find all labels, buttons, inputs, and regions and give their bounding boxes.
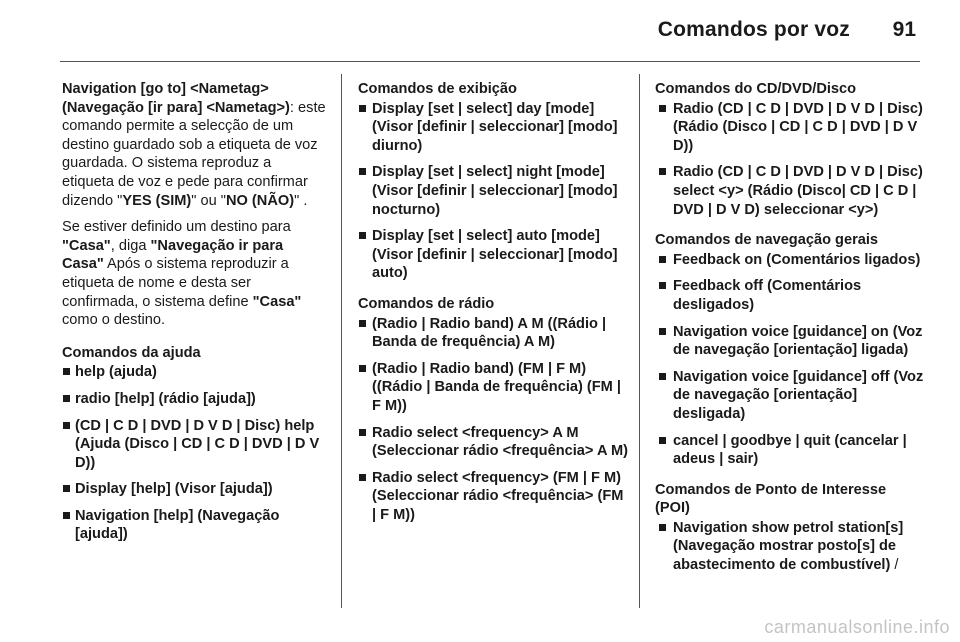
list-item: (Radio | Radio band) A M ((Rádio | Banda de frequência) A M)	[358, 315, 628, 352]
section-title: Comandos de Ponto de Interesse (POI)	[655, 481, 887, 517]
list-item: Display [set | select] day [mode] (Visor [definir | seleccionar] [modo] diurno)	[358, 100, 628, 156]
list-item: Display [set | select] auto [mode] (Visor [definir | seleccionar] [modo] auto)	[358, 227, 628, 283]
page-number: 91	[892, 18, 916, 41]
list-item	[655, 519, 925, 575]
column-2	[358, 80, 628, 536]
cd-list	[655, 100, 925, 220]
page-header	[0, 0, 960, 62]
poi-item-suffix: /	[890, 557, 899, 574]
section-title: Comandos da ajuda	[62, 344, 201, 361]
list-item: Radio select <frequency> (FM | F M) (Seleccionar rádio <frequência> (FM | F M))	[358, 469, 628, 525]
list-item: Radio (CD | C D | DVD | D V D | Disc) select <y> (Rádio (Disco| CD | C D | DVD | D V D) seleccionar <y>)	[655, 163, 925, 219]
casa-term: "Casa"	[62, 237, 111, 254]
poi-list	[655, 519, 925, 575]
poi-item-text: Navigation show petrol station[s] (Navegação mostrar posto[s] de abastecimento de combustível)	[673, 519, 904, 574]
nametag-paragraph	[62, 80, 326, 210]
nametag-command: Navigation [go to] <Nametag> (Navegação [ir para] <Nametag>)	[62, 81, 290, 116]
column-divider-2	[639, 74, 640, 608]
list-item: Feedback off (Comentários desligados)	[655, 277, 925, 314]
nav-section	[655, 231, 925, 469]
help-list	[62, 363, 326, 544]
casa-term: "Casa"	[252, 293, 302, 310]
home-paragraph	[62, 218, 326, 330]
list-item: Navigation [help] (Navegação [ajuda])	[62, 507, 326, 544]
list-item: radio [help] (rádio [ajuda])	[62, 390, 326, 409]
section-title: Comandos do CD/DVD/Disco	[655, 81, 857, 97]
display-list	[358, 100, 628, 283]
text-run: , diga	[110, 237, 151, 254]
text-run: " .	[294, 192, 308, 209]
header-divider	[60, 61, 920, 62]
list-item: Display [help] (Visor [ajuda])	[62, 480, 326, 499]
list-item: cancel | goodbye | quit (cancelar | adeus | sair)	[655, 432, 925, 469]
section-title: Comandos de navegação gerais	[655, 232, 879, 249]
text-run: como o destino.	[62, 312, 166, 329]
list-item: Navigation voice [guidance] on (Voz de navegação [orientação] ligada)	[655, 323, 925, 360]
section-title: Comandos de exibição	[358, 81, 517, 97]
text-run: Se estiver definido um destino para	[62, 219, 291, 236]
nav-list	[655, 251, 925, 469]
list-item: Navigation voice [guidance] off (Voz de navegação [orientação] desligada)	[655, 368, 925, 424]
list-item: (CD | C D | DVD | D V D | Disc) help (Ajuda (Disco | CD | C D | DVD | D V D))	[62, 417, 326, 473]
text-run: " ou "	[191, 192, 226, 209]
list-item: Radio select <frequency> A M (Seleccionar rádio <frequência> A M)	[358, 424, 628, 461]
page-title: Comandos por voz	[657, 18, 850, 41]
text-run: Após o sistema reproduzir a etiqueta de nome e desta ser confirmada, o sistema define	[62, 256, 289, 310]
radio-section	[358, 295, 628, 525]
column-1	[62, 80, 326, 556]
list-item: (Radio | Radio band) (FM | F M) ((Rádio | Banda de frequência) (FM | F M))	[358, 360, 628, 416]
section-title: Comandos de rádio	[358, 295, 495, 312]
help-section	[62, 344, 326, 544]
column-3	[655, 80, 925, 587]
text-run: :	[289, 99, 294, 116]
nav-home-term: "Navegação ir para Casa"	[62, 237, 284, 273]
list-item: Feedback on (Comentários ligados)	[655, 251, 925, 270]
radio-list	[358, 315, 628, 525]
list-item: help (ajuda)	[62, 363, 326, 382]
poi-section	[655, 481, 925, 575]
display-section	[358, 80, 628, 283]
column-divider-1	[341, 74, 342, 608]
cd-section	[655, 80, 925, 219]
list-item: Display [set | select] night [mode] (Visor [definir | seleccionar] [modo] nocturno)	[358, 163, 628, 219]
list-item: Radio (CD | C D | DVD | D V D | Disc) (Rádio (Disco | CD | C D | DVD | D V D))	[655, 100, 925, 156]
no-term: NO (NÃO)	[225, 192, 295, 209]
watermark: carmanualsonline.info	[764, 617, 950, 637]
yes-term: YES (SIM)	[122, 192, 192, 209]
text-run: este comando permite a selecção de um destino guardado sob a etiqueta de voz guardada. O sistema reproduz a etiqueta de voz e pede para confirmar dizendo "	[62, 99, 326, 209]
